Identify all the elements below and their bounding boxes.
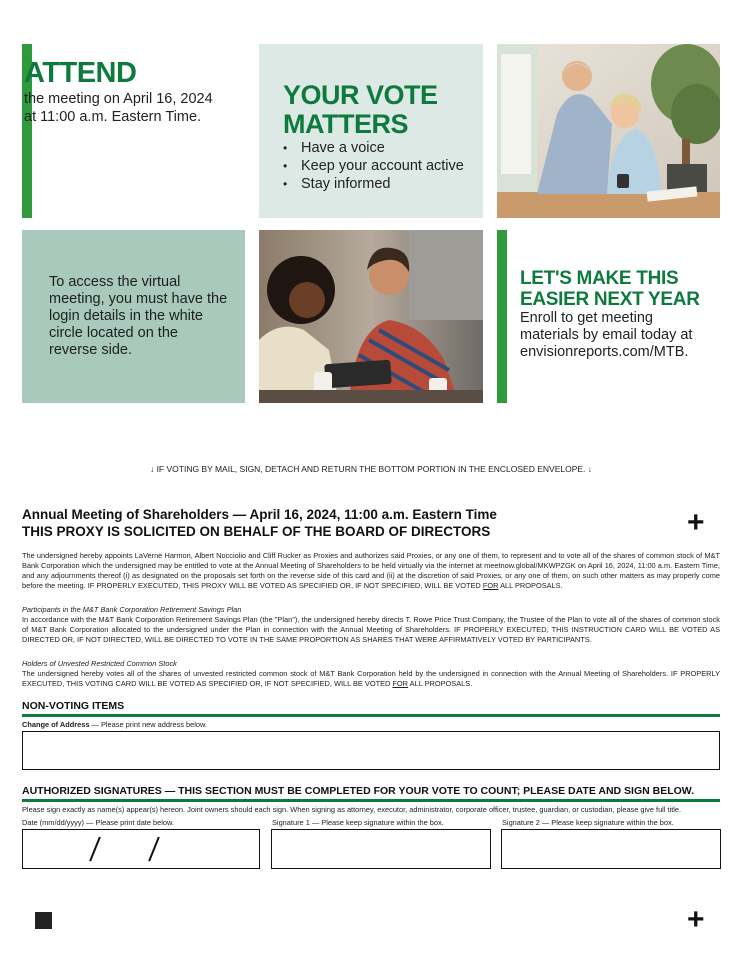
access-instructions: To access the virtual meeting, you must have the login details in the white circle located on the reverse side. [49,274,228,358]
detach-instruction: ↓ IF VOTING BY MAIL, SIGN, DETACH AND RETURN THE BOTTOM PORTION IN THE ENCLOSED ENVELOPE. ↓ [149,464,593,474]
vote-heading: YOUR VOTE MATTERS [283,80,438,139]
registration-square-mark [35,912,52,929]
non-voting-heading: NON-VOTING ITEMS [22,700,125,712]
signature-1-label: Signature 1 — Please keep signature within the box. [272,818,444,827]
list-item: • Stay informed [283,175,464,193]
registration-plus-icon: + [687,506,705,539]
enroll-panel [497,230,720,403]
change-of-address-field[interactable] [22,731,720,770]
list-item: • Keep your account active [283,157,464,175]
change-of-address-label: Change of Address — Please print new address below. [22,720,207,729]
vote-benefits-list [283,139,464,193]
registration-plus-icon: + [687,903,705,936]
meeting-title: Annual Meeting of Shareholders — April 16, 2024, 11:00 a.m. Eastern Time [22,507,497,522]
attend-heading: ATTEND [24,57,137,89]
authorized-signatures-heading: AUTHORIZED SIGNATURES — THIS SECTION MUST BE COMPLETED FOR YOUR VOTE TO COUNT; PLEASE DATE AND SIGN BELOW. [22,785,695,797]
proxy-appointment-paragraph: The undersigned hereby appoints LaVerne Harmon, Albert Nocciolio and Cliff Rucker as Proxies and authorizes said Proxies, or any one of them, to represent and to vote all of the shares of common stock of M&T Bank Corporation which the undersigned may be entitled to vote at the Annual Meeting of Shareholders to be held virtually via the internet at meetnow.global/MKWPZGK on April 16, 2024, 11:00 a.m. Eastern Time, and any adjournments thereof (i) as designated on the proposals set forth on the reverse side of this card and (ii) at the discretion of said Proxies, or any one of them, on such other matters as may properly come before the meeting. IF PROPERLY EXECUTED, THIS PROXY WILL BE VOTED AS SPECIFIED OR, IF NOT SPECIFIED, WILL BE VOTED FOR ALL PROPOSALS. [22,551,720,590]
couple-photo [497,44,720,218]
restricted-stock-paragraph: The undersigned hereby votes all of the shares of unvested restricted common stock of M&T Bank Corporation held by the undersigned in connection with the Annual Meeting of Shareholders. IF PROPERLY EXECUTED, THIS VOTING CARD WILL BE VOTED AS SPECIFIED OR, IF NOT SPECIFIED, WILL BE VOTED FOR ALL PROPOSALS. [22,669,720,688]
signing-instructions: Please sign exactly as name(s) appear(s) hereon. Joint owners should each sign. When signing as attorney, executor, administrator, corporate officer, trustee, guardian, or custodian, please give full title. [22,805,682,814]
plan-participants-title: Participants in the M&T Bank Corporation Retirement Savings Plan [22,605,242,614]
signature-1-field[interactable] [271,829,491,869]
signature-2-field[interactable] [501,829,721,869]
restricted-stock-title: Holders of Unvested Restricted Common Stock [22,659,177,668]
date-separator [89,837,100,862]
date-field[interactable] [22,829,260,869]
solicitation-heading: THIS PROXY IS SOLICITED ON BEHALF OF THE BOARD OF DIRECTORS [22,524,491,539]
vote-panel [259,44,483,218]
date-label: Date (mm/dd/yyyy) — Please print date below. [22,818,174,827]
signature-2-label: Signature 2 — Please keep signature within the box. [502,818,674,827]
section-divider [22,799,720,802]
access-panel [22,230,245,403]
enroll-text: Enroll to get meeting materials by email today at envisionreports.com/MTB. [520,310,693,360]
list-item: • Have a voice [283,139,464,157]
enroll-heading: LET'S MAKE THIS EASIER NEXT YEAR [520,268,700,310]
plan-participants-paragraph: In accordance with the M&T Bank Corporation Retirement Savings Plan (the "Plan"), the undersigned hereby directs T. Rowe Price Trust Company, the Trustee of the Plan to vote all of the shares of common stock of M&T Bank Corporation allocated to the undersigned under the Plan in connection with the Annual Meeting of Shareholders. IF PROPERLY EXECUTED, THIS INSTRUCTION CARD WILL BE VOTED AS DIRECTED OR, IF NOT DIRECTED, WILL BE DIRECTED TO VOTE IN THE SAME PROPORTION AS SHARES THAT WERE AFFIRMATIVELY VOTED BY PARTICIPANTS. [22,615,720,644]
section-divider [22,714,720,717]
tablet-photo [259,230,483,403]
accent-bar [497,230,507,403]
date-separator [148,837,159,862]
attend-text: the meeting on April 16, 2024 at 11:00 a.m. Eastern Time. [24,91,213,125]
